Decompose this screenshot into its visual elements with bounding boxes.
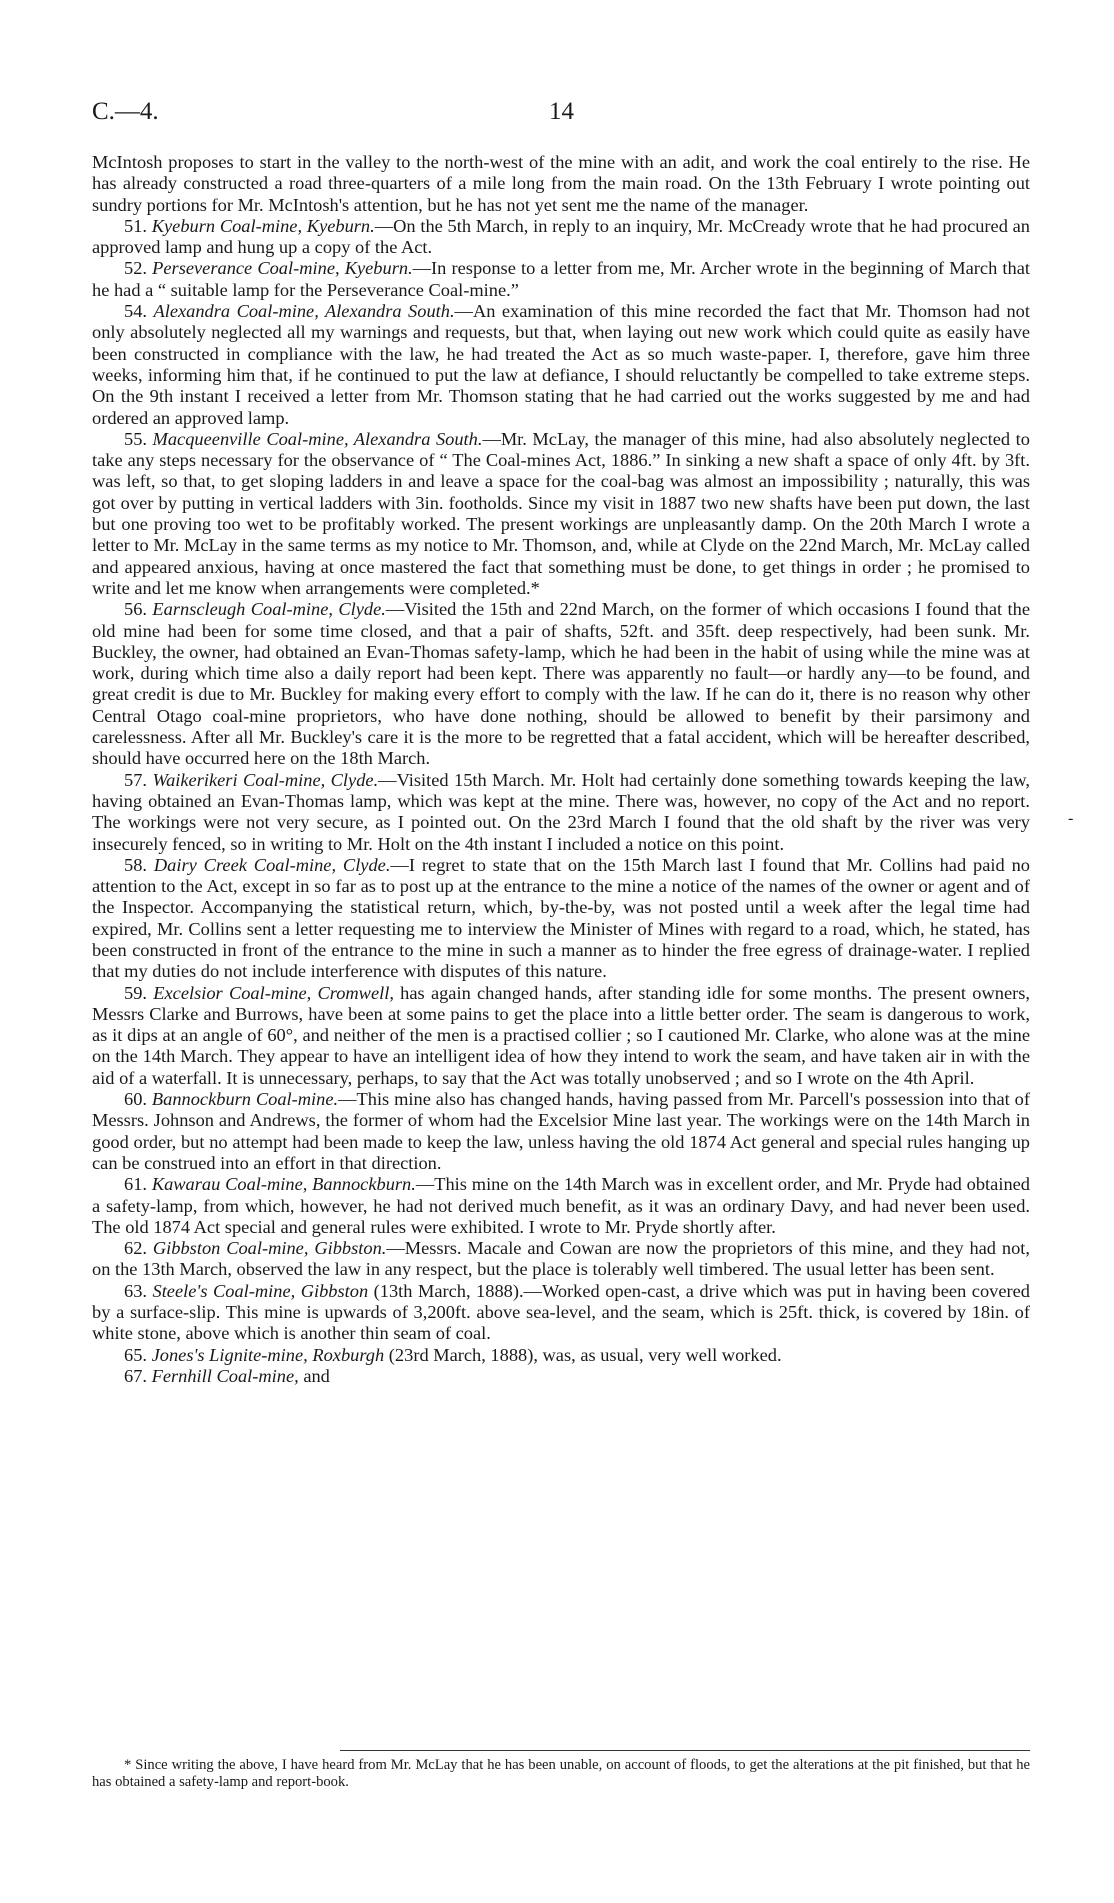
paragraph-text: —Mr. McLay, the manager of this mine, had also absolutely neglected to take any steps necessary for the observance of “ The Coal-mines Act, 1886.” In sinking a new shaft a space of only 4ft. by 3ft. was left, so that, to get sloping ladders in and leave a space for the coal-bag was almost an impossibility ; naturally, this was got over by putting in vertical ladders with 3in. footholds. Since my visit in 1887 two new shafts have been put down, the last but one proving too wet to be profitably worked. The present workings are unpleasantly damp. On the 20th March I wrote a letter to Mr. McLay in the same terms as my notice to Mr. Thomson, and, while at Clyde on the 22nd March, Mr. McLay called and appeared anxious, having at once mastered the fact that something must be done, to get things in order ; he promised to write and let me know when arrangements were completed.* [92, 428, 1030, 598]
paragraph [92, 216, 1030, 259]
body-text [92, 152, 1030, 1387]
paragraph-title: Bannockburn Coal-mine. [151, 1089, 339, 1110]
paragraph-text: McIntosh proposes to start in the valley to the north-west of the mine with an adit, and work the coal entirely to the rise. He has already constructed a road three-quarters of a mile long from the main road. On the 13th February I wrote pointing out sundry portions for Mr. McIntosh's attention, but he has not yet sent me the name of the manager. [92, 152, 1030, 215]
paragraph-number: 61. [124, 1174, 147, 1195]
page-number: 14 [549, 98, 574, 125]
paragraph-text: has again changed hands, after standing idle for some months. The present owners, Messrs Clarke and Burrows, have been at some pains to get the place into a little better order. The seam is dangerous to work, as it dips at an angle of 60°, and neither of the men is a practised collier ; so I cautioned Mr. Clarke, who alone was at the mine on the 14th March. They appear to have an intelligent idea of how they intend to work the seam, and have taken air in with the aid of a waterfall. It is unnecessary, perhaps, to say that the Act was totally unobserved ; and so I wrote on the 4th April. [92, 982, 1030, 1088]
paragraph-number: 55. [124, 428, 147, 449]
paragraph [92, 1238, 1030, 1281]
paragraph-number: 67. [124, 1365, 147, 1386]
footnote-divider [340, 1750, 1030, 1751]
paragraph-text: (13th March, 1888).—Worked open-cast, a drive which was put in having been covered by a surface-slip. This mine is upwards of 3,200ft. above sea-level, and the seam, which is 25ft. thick, is covered by 18in. of white stone, above which is another thin seam of coal. [92, 1280, 1030, 1344]
paragraph-title: Perseverance Coal-mine, Kyeburn. [152, 258, 413, 279]
paragraph [92, 983, 1030, 1089]
paragraph [92, 599, 1030, 769]
paragraph-text: —Messrs. Macale and Cowan are now the proprietors of this mine, and they had not, on the 13th March, observed the law in any respect, but the place is tolerably well timbered. The usual letter has been sent. [92, 1238, 1030, 1280]
paragraph-title: Earnscleugh Coal-mine, Clyde. [152, 599, 386, 620]
paragraph-title: Alexandra Coal-mine, Alexandra South. [153, 301, 455, 322]
paragraph-number: 65. [124, 1344, 147, 1365]
page-header [92, 98, 1032, 134]
paragraph-text: —This mine also has changed hands, having passed from Mr. Parcell's possession into that of Messrs. Johnson and Andrews, the former of whom had the Excelsior Mine last year. The workings were on the 14th March in good order, but no attempt had been made to keep the law, unless having the old 1874 Act general and special rules hanging up can be construed into an effort in that direction. [92, 1089, 1030, 1173]
paragraph-title: Jones's Lignite-mine, Roxburgh [151, 1344, 385, 1365]
paragraph-text: —I regret to state that on the 15th March last I found that Mr. Collins had paid no attention to the Act, except in so far as to post up at the entrance to the mine a notice of the names of the owner or agent and of the Inspector. Accompanying the statistical return, which, by-the-by, was not posted until a week after the legal time had expired, Mr. Collins sent a letter requesting me to interview the Minister of Mines with regard to a road, which, he stated, has been constructed in front of the entrance to the mine in such a manner as to hinder the free egress of drainage-water. I replied that my duties do not include interference with disputes of this nature. [92, 854, 1030, 982]
paragraph-title: Macqueenville Coal-mine, Alexandra South. [152, 428, 483, 449]
paragraph-number: 56. [124, 599, 147, 620]
paragraph-title: Fernhill Coal-mine, [151, 1365, 299, 1386]
paragraph-text: —Visited 15th March. Mr. Holt had certainly done something towards keeping the law, having obtained an Evan-Thomas lamp, which was kept at the mine. There was, however, no copy of the Act and no report. The workings were not very secure, as I pointed out. On the 23rd March I found that the old shaft by the river was very insecurely fenced, so in writing to Mr. Holt on the 4th instant I included a notice on this point. [92, 769, 1030, 854]
paragraph-number: 54. [124, 301, 147, 322]
paragraph [92, 1174, 1030, 1238]
paragraph [92, 1281, 1030, 1345]
paragraph [92, 770, 1030, 855]
paragraph-title: Excelsior Coal-mine, Cromwell, [153, 982, 394, 1003]
paragraph-title: Kyeburn Coal-mine, Kyeburn. [151, 215, 375, 236]
paragraph-number: 58. [124, 854, 147, 875]
paragraph [92, 301, 1030, 429]
document-reference: C.—4. [92, 98, 159, 125]
paragraph-text: and [298, 1365, 330, 1386]
paragraph-text: —This mine on the 14th March was in excellent order, and Mr. Pryde had obtained a safety-lamp, from which, however, he had not derived much benefit, as it was an ordinary Davy, and had never been used. The old 1874 Act special and general rules were exhibited. I wrote to Mr. Pryde shortly after. [92, 1174, 1030, 1237]
paragraph-number: 51. [124, 215, 147, 236]
paragraph [92, 1089, 1030, 1174]
paragraph-number: 59. [124, 982, 147, 1003]
paragraph [92, 429, 1030, 599]
paragraph-title: Gibbston Coal-mine, Gibbston. [152, 1238, 387, 1259]
margin-mark: - [1068, 810, 1074, 827]
paragraph [92, 1345, 1030, 1366]
paragraph [92, 258, 1030, 301]
paragraph [92, 152, 1030, 216]
paragraph-number: 62. [124, 1238, 147, 1259]
paragraph [92, 855, 1030, 983]
paragraph-title: Kawarau Coal-mine, Bannockburn. [151, 1174, 416, 1195]
paragraph-number: 60. [124, 1089, 147, 1110]
paragraph-text: —In response to a letter from me, Mr. Archer wrote in the beginning of March that he had a “ suitable lamp for the Perseverance Coal-mine.” [92, 258, 1030, 300]
paragraph-title: Dairy Creek Coal-mine, Clyde. [153, 854, 391, 875]
paragraph-number: 52. [124, 258, 147, 279]
paragraph-title: Waikerikeri Coal-mine, Clyde. [152, 769, 379, 790]
paragraph-number: 57. [124, 769, 147, 790]
paragraph-text: —On the 5th March, in reply to an inquiry, Mr. McCready wrote that he had procured an approved lamp and hung up a copy of the Act. [92, 215, 1030, 258]
paragraph [92, 1366, 1030, 1387]
paragraph-number: 63. [124, 1280, 147, 1301]
paragraph-title: Steele's Coal-mine, Gibbston [152, 1280, 369, 1301]
paragraph-text: —An examination of this mine recorded the fact that Mr. Thomson had not only absolutely neglected all my warnings and requests, but that, when laying out new work which could quite as easily have been constructed in compliance with the law, he had treated the Act as so much waste-paper. I, therefore, gave him three weeks, informing him that, if he continued to put the law at defiance, I should reluctantly be compelled to take extreme steps. On the 9th instant I received a letter from Mr. Thomson stating that he had carried out the works suggested by me and had ordered an approved lamp. [92, 301, 1030, 428]
paragraph-text: —Visited the 15th and 22nd March, on the former of which occasions I found that the old mine had been for some time closed, and that a pair of shafts, 52ft. and 35ft. deep respectively, had been sunk. Mr. Buckley, the owner, had obtained an Evan-Thomas safety-lamp, which he had been in the habit of using while the mine was at work, during which time also a daily report had been kept. There was apparently no fault—or hardly any—to be found, and great credit is due to Mr. Buckley for making every effort to comply with the law. If he can do it, there is no reason why other Central Otago coal-mine proprietors, who have done nothing, should be allowed to benefit by their parsimony and carelessness. After all Mr. Buckley's care it is the more to be regretted that a fatal accident, which will be hereafter described, should have occurred here on the 18th March. [92, 599, 1031, 769]
footnote: * Since writing the above, I have heard from Mr. McLay that he has been unable, on account of floods, to get the alterations at the pit finished, but that he has obtained a safety-lamp and report-book. [92, 1757, 1030, 1790]
paragraph-text: (23rd March, 1888), was, as usual, very well worked. [384, 1344, 782, 1365]
